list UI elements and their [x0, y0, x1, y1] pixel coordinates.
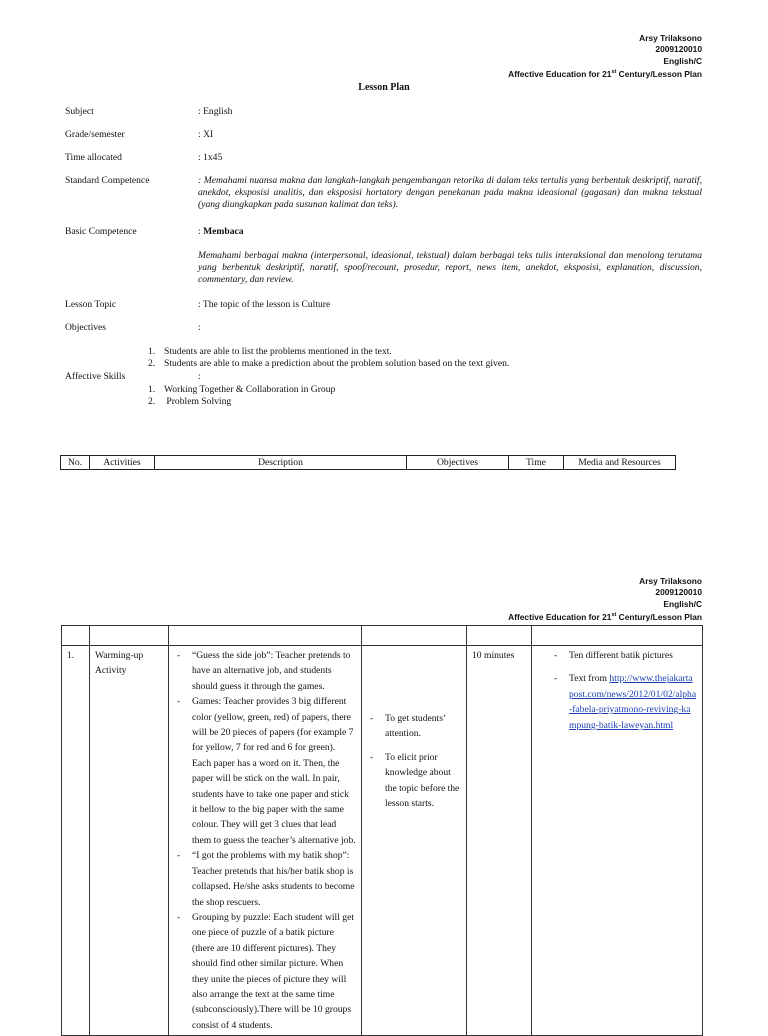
- class-label: English/C: [663, 55, 702, 66]
- list-item: - Ten different batik pictures: [551, 648, 697, 663]
- standard-competence-label: Standard Competence: [65, 175, 150, 186]
- activity-description: [169, 646, 362, 1036]
- author-name: Arsy Trilaksono: [639, 576, 702, 586]
- student-id: 2009120010: [655, 44, 702, 55]
- list-item: 1. Working Together & Collaboration in Group: [148, 384, 336, 395]
- list-item: - “I got the problems with my batik shop”: Teacher pretends that his/her batik shop is collapsed. He/she asks students to become the shop rescuers.: [174, 848, 356, 910]
- subject-label: Subject: [65, 106, 94, 117]
- list-item: 2. Problem Solving: [148, 395, 232, 407]
- author-name: Arsy Trilaksono: [639, 33, 702, 43]
- document-title: Lesson Plan: [358, 82, 410, 93]
- activity-media: [532, 646, 703, 1036]
- list-item: - Grouping by puzzle: Each student will get one piece of puzzle of a batik picture (there are 10 different pictures). They should find other similar picture. When they unite the pieces of picture they will also arrange the text at the same time (subconsciously).There will be 10 groups consist of 4 students.: [174, 910, 356, 1033]
- activity-name: Warming-up Activity: [90, 646, 169, 1036]
- affective-skills-label: Affective Skills: [65, 371, 126, 382]
- course-title: Affective Education for 21st Century/Lesson Plan: [508, 612, 702, 623]
- list-item: - To elicit prior knowledge about the topic before the lesson starts.: [367, 750, 461, 812]
- grade-label: Grade/semester: [65, 129, 125, 140]
- list-item: - “Guess the side job”: Teacher pretends to have an alternative job, and students should guess it through the games.: [174, 648, 356, 694]
- list-item: 1. Students are able to list the problems mentioned in the text.: [148, 346, 392, 357]
- page-separator: [0, 490, 768, 560]
- affective-skills-list: [148, 384, 335, 407]
- list-item: - Games: Teacher provides 3 big different color (yellow, green, red) of papers, there will be 20 pieces of papers (for example 7 for yellow, 7 for red and 6 for green). Each paper has a word on it. Then, the paper will be stick on the wall. In pair, students have to take one paper and stick it bellow to the big paper with the same colour. They will get 3 clues that lead them to guess the teacher’s alternative job.: [174, 694, 356, 848]
- activity-objectives: [362, 646, 467, 1036]
- list-item: - To get students’ attention.: [367, 711, 461, 742]
- course-title: Affective Education for 21st Century/Lesson Plan: [508, 69, 702, 80]
- activity-time: 10 minutes: [467, 646, 532, 1036]
- grade-value: : XI: [198, 129, 214, 140]
- row-number: 1.: [62, 646, 90, 1036]
- col-activities: Activities: [90, 456, 155, 470]
- list-item: - Text from http://www.thejakartapost.com/news/2012/01/02/alpha-fabela-priyatmono-reviving-kampung-batik-laweyan.html: [551, 671, 697, 733]
- standard-competence-value: : Memahami nuansa makna dan langkah-langkah pengembangan retorika di dalam teks tertulis yang berbentuk deskriptif, naratif, anekdot, eksposisi analitis, dan eksposisi hortatory dengan penekanan pada makna ideasional (gagasan) dan makna tekstual (yang diungkapkan pada susunan kalimat dan teks).: [198, 175, 702, 210]
- table-row: [61, 456, 676, 470]
- student-id: 2009120010: [655, 587, 702, 598]
- source-link[interactable]: http://www.thejakartapost.com/news/2012/01/02/alpha-fabela-priyatmono-reviving-kampung-batik-laweyan.html: [569, 673, 697, 731]
- col-time: Time: [509, 456, 564, 470]
- basic-competence-label: Basic Competence: [65, 226, 137, 237]
- col-objectives: Objectives: [407, 456, 509, 470]
- topic-label: Lesson Topic: [65, 299, 117, 310]
- objectives-list: [148, 346, 509, 369]
- page-one: [0, 0, 768, 490]
- table-row: [62, 646, 703, 1036]
- time-value: : 1x45: [198, 152, 223, 163]
- author-header: [508, 576, 702, 623]
- list-item: 2. Students are able to make a prediction about the problem solution based on the text given.: [148, 357, 510, 369]
- objectives-label: Objectives: [65, 322, 107, 333]
- topic-value: : The topic of the lesson is Culture: [198, 299, 331, 310]
- col-no: No.: [61, 456, 90, 470]
- affective-skills-colon: :: [198, 371, 201, 382]
- col-description: Description: [155, 456, 407, 470]
- subject-value: : English: [198, 106, 233, 117]
- basic-competence-description: Memahami berbagai makna (interpersonal, ideasional, tekstual) dalam berbagai teks tulis interaksional dan menolong terutama yang berbentuk deskriptif, naratif, spoof/recount, prosedur, report, news item, anekdot, eksposisi, explanation, discussion, commentary, dan review.: [198, 250, 702, 285]
- author-header: [508, 33, 702, 80]
- activity-table: [61, 625, 703, 1036]
- objectives-colon: :: [198, 322, 201, 333]
- table-row: [62, 626, 703, 646]
- time-label: Time allocated: [65, 152, 122, 163]
- class-label: English/C: [663, 598, 702, 609]
- basic-competence-value: : Membaca: [198, 226, 244, 237]
- activity-table-header: [60, 455, 676, 470]
- col-media: Media and Resources: [564, 456, 676, 470]
